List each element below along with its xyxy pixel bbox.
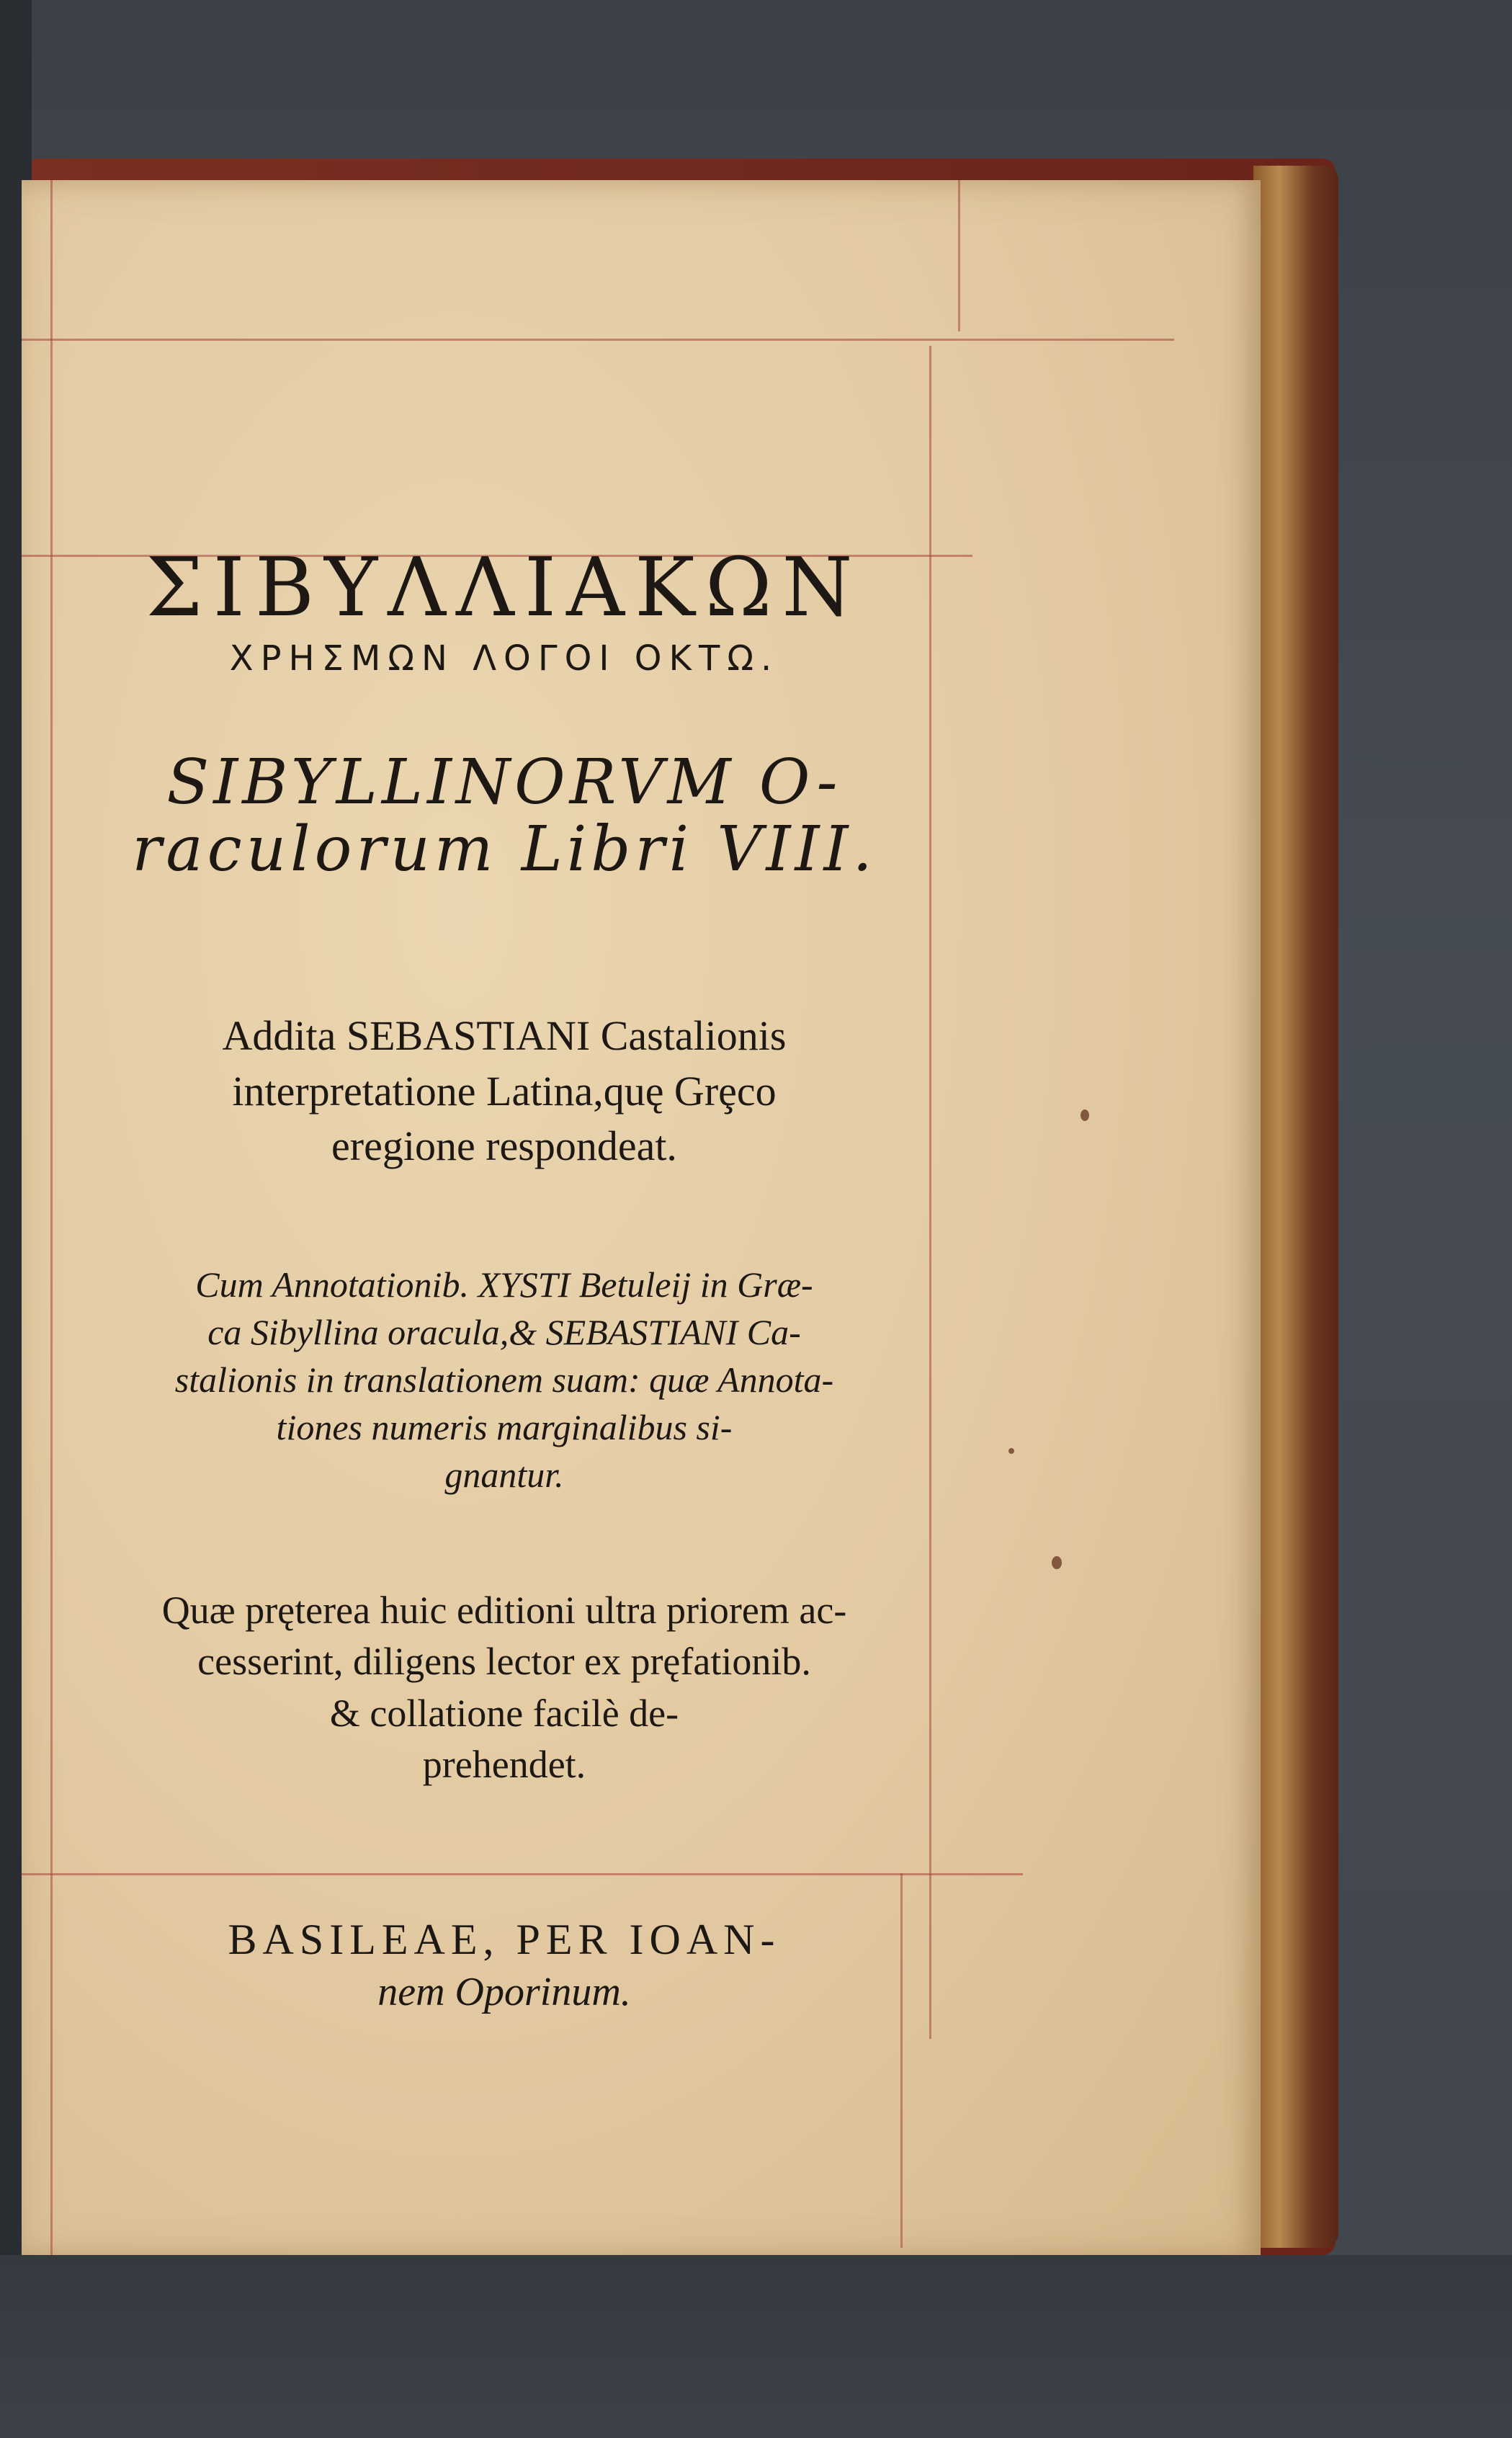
text-line: Addita SEBASTIANI Castalionis [222, 1012, 787, 1059]
ruling-line [50, 180, 53, 2259]
text-line: prehendet. [422, 1742, 586, 1786]
foxing-spot [1052, 1556, 1062, 1569]
text-line: cesserint, diligens lector ex pręfationib. [197, 1640, 811, 1684]
title-page [22, 180, 1261, 2259]
text-line: Cum Annotationib. XYSTI Betuleij in Græ- [195, 1264, 813, 1305]
latin-title-line: SIBYLLINORVM O- [166, 746, 842, 818]
latin-title [65, 746, 944, 885]
greek-title: ΣΙΒΥΛΛΙΑΚΩΝ [146, 541, 863, 635]
text-line: gnantur. [444, 1455, 564, 1495]
imprint-line: nem Oporinum. [377, 1970, 631, 2014]
imprint [65, 1913, 944, 2017]
annotations-note [65, 1261, 944, 1499]
ruling-line [958, 180, 960, 331]
text-line: ca Sibyllina oracula,& SEBASTIANI Ca- [207, 1312, 801, 1352]
text-line: tiones numeris marginalibus si- [276, 1407, 733, 1447]
text-line: & collatione facilè de- [329, 1691, 679, 1735]
text-line: eregione respondeat. [331, 1122, 677, 1170]
book-fore-edge [1253, 166, 1338, 2248]
text-line: Quæ pręterea huic editioni ultra priorem ac- [161, 1589, 847, 1632]
ruling-line [22, 339, 1174, 341]
greek-subtitle: ΧΡΗΣΜΩΝ ΛΟΓΟΙ ΟΚΤΩ. [229, 638, 779, 679]
text-line: stalionis in translationem suam: quæ Annota- [174, 1359, 834, 1400]
latin-title-line: raculorum Libri VIII. [132, 813, 877, 885]
background-bottom [0, 2255, 1512, 2438]
foxing-spot [1081, 1109, 1089, 1121]
ruling-line [22, 1873, 1023, 1875]
translation-note [65, 1009, 944, 1174]
foxing-spot [1008, 1448, 1014, 1454]
text-line: interpretatione Latina,quę Grȩco [232, 1067, 777, 1115]
imprint-line: BASILEAE, PER IOAN- [228, 1916, 781, 1963]
edition-note [65, 1585, 944, 1790]
